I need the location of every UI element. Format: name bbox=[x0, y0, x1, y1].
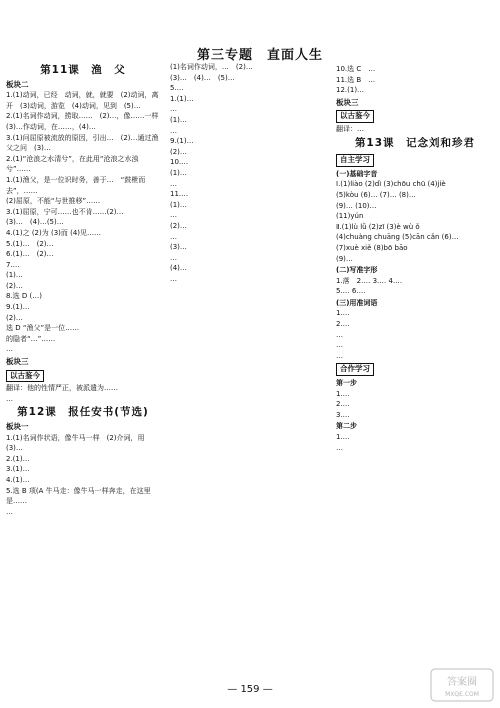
answer-line: (7)xuè xiě (8)bō bāo bbox=[336, 243, 408, 252]
answer-line: 3.(1)… bbox=[6, 465, 30, 474]
answer-line: … bbox=[6, 507, 13, 516]
answer-line: (2)屈原，不能“与世推移”…… bbox=[6, 197, 101, 206]
answer-line: Ⅰ.(1)liào (2)dì (3)chōu chū (4)jiè bbox=[336, 180, 446, 189]
answer-line: … bbox=[170, 105, 177, 114]
answer-line: 10.选 C … bbox=[336, 65, 376, 73]
answer-line: (2)… bbox=[6, 313, 23, 322]
answer-line: … bbox=[6, 394, 13, 403]
answer-line: (11)yún bbox=[336, 212, 364, 221]
answer-line: … bbox=[170, 211, 177, 220]
answer-line: (3)… (4)…(5)… bbox=[6, 218, 64, 227]
answer-line: … bbox=[6, 345, 13, 354]
section-bankuai3: 板块三 bbox=[336, 97, 359, 107]
answer-line: 2.(1)名词作动词，捞取…… (2)…，像……一样 (3)…作动词，在……，(4)… bbox=[6, 112, 166, 131]
answer-line: 11.选 B … bbox=[336, 75, 376, 84]
answer-line: (1)… bbox=[170, 200, 187, 209]
answer-line: 1.(1)渔父，是一位识时务，善于… “鼓枻而去”，…… bbox=[6, 175, 146, 195]
answer-line: (3)… (4)… (5)… bbox=[170, 73, 235, 82]
answer-line: 8.选 D (…) bbox=[6, 292, 42, 301]
subsection-heading: (二)写准字形 bbox=[336, 266, 378, 275]
answer-line: (3)… bbox=[170, 243, 187, 252]
answer-line: 5.… bbox=[170, 84, 184, 93]
answer-line: 3.… bbox=[336, 410, 350, 419]
answer-line: (1)… bbox=[170, 168, 187, 177]
answer-line: (9)… bbox=[336, 254, 353, 263]
column-right bbox=[336, 64, 494, 453]
answer-line: 的隐者“…”…… bbox=[6, 334, 56, 343]
answer-line: 2.… bbox=[336, 320, 350, 329]
answer-line: 1.(1)… bbox=[170, 94, 194, 103]
answer-line: 5.… 6.… bbox=[336, 287, 366, 296]
answer-line: 1.落 2.… 3.… 4.… bbox=[336, 276, 403, 285]
lesson-12-heading: 第12课 报任安书(节选) bbox=[17, 406, 149, 419]
subsection-heading: 第二步 bbox=[336, 422, 357, 431]
answer-line: 2.… bbox=[336, 400, 350, 409]
answer-line: 1.… bbox=[336, 389, 350, 398]
answer-line: 11.… bbox=[170, 190, 189, 199]
answer-line: 6.(1)… (2)… bbox=[6, 250, 54, 259]
section-yiguhanjin: 以古鉴今 bbox=[6, 370, 44, 383]
answer-line: 3.(1)屈原，宁可……也不肯……(2)… bbox=[6, 207, 124, 216]
answer-line: … bbox=[170, 274, 177, 283]
watermark-subtext: MXQE.COM bbox=[445, 691, 479, 698]
answer-line: (1)名词作动词，… (2)… bbox=[170, 63, 253, 71]
answer-line: 2.(1)“沧浪之水清兮”，在此用“沧浪之水浊兮”…… bbox=[6, 154, 139, 174]
answer-line: (2)… bbox=[170, 221, 187, 230]
page-number: — 159 — bbox=[227, 684, 273, 695]
answer-line: 选 D “渔父”是一位…… bbox=[6, 324, 80, 333]
answer-line: (4)chuàng chuāng (5)cān cǎn (6)… bbox=[336, 233, 459, 242]
answer-line: … bbox=[170, 232, 177, 241]
answer-line: … bbox=[336, 351, 343, 360]
section-zizhu: 自主学习 bbox=[336, 154, 374, 167]
answer-line: 7.… bbox=[6, 260, 20, 269]
answer-line: 9.(1)… bbox=[170, 137, 194, 146]
watermark-logo-icon bbox=[430, 668, 494, 702]
lesson-11-heading: 第11课 渔 父 bbox=[40, 64, 126, 76]
answer-line: … bbox=[170, 253, 177, 262]
answer-line: (1)… bbox=[170, 115, 187, 124]
answer-line: … bbox=[170, 126, 177, 135]
answer-line: 5.(1)… (2)… bbox=[6, 239, 54, 248]
answer-line: 5.选 B 项(A 牛马走：像牛马一样奔走，在这里是…… bbox=[6, 486, 151, 506]
section-yiguhanjin: 以古鉴今 bbox=[336, 110, 374, 123]
answer-line: 翻译：他的性情严正，被派遣为…… bbox=[6, 384, 118, 393]
answer-line: 2.(1)… bbox=[6, 454, 30, 463]
section-bankuai3: 板块三 bbox=[6, 357, 29, 367]
answer-line: (2)… bbox=[6, 281, 23, 290]
answer-line: … bbox=[336, 341, 343, 350]
page-title: 第三专题 直面人生 bbox=[196, 48, 323, 63]
answer-line: 1.… bbox=[336, 309, 350, 318]
section-hezuo: 合作学习 bbox=[336, 363, 374, 376]
section-bankuai1: 板块一 bbox=[6, 422, 29, 431]
answer-line: 9.(1)… bbox=[6, 303, 30, 312]
answer-line: 3.(1)问屈原被流放的原因，引出… (2)…通过渔父之问 (3)… bbox=[6, 133, 159, 153]
column-left bbox=[6, 62, 166, 517]
column-middle bbox=[170, 62, 326, 284]
answer-line: 1.(1)名词作状语，像牛马一样 (2)介词，用 (3)… bbox=[6, 433, 152, 453]
answer-line: … bbox=[336, 443, 343, 452]
answer-line: … bbox=[336, 330, 343, 339]
answer-line: 翻译：… bbox=[336, 124, 364, 133]
answer-line: 12.(1)… bbox=[336, 86, 365, 95]
lesson-13-heading: 第13课 记念刘和珍君 bbox=[354, 136, 476, 149]
answer-line: 4.(1)之 (2)为 (3)而 (4)见…… bbox=[6, 228, 102, 237]
answer-line: (4)… bbox=[170, 264, 187, 273]
subsection-heading: 第一步 bbox=[336, 379, 357, 388]
answer-line: Ⅱ.(1)lù lǜ (2)zī (3)è wù ǒ bbox=[336, 222, 420, 231]
answer-line: (2)… bbox=[170, 147, 187, 156]
answer-line: (5)kòu (6)… (7)… (8)… bbox=[336, 190, 416, 199]
answer-line: 4.(1)… bbox=[6, 475, 30, 484]
watermark-text: 答案圈 bbox=[447, 677, 477, 688]
subsection-heading: (一)基础字音 bbox=[336, 169, 378, 178]
answer-line: … bbox=[170, 179, 177, 188]
answer-line: 1.… bbox=[336, 433, 350, 441]
answer-line: (1)… bbox=[6, 271, 23, 280]
section-bankuai2: 板块二 bbox=[6, 79, 29, 89]
answer-line: 1.(1)动词，已经 动词，就，就要 (2)动词，离开 (3)动词，游览 (4)动词，见到 (5)… bbox=[6, 91, 159, 110]
answer-line: (9)… (10)… bbox=[336, 201, 377, 210]
answer-line: 10.… bbox=[170, 158, 189, 167]
subsection-heading: (三)用准词语 bbox=[336, 298, 378, 307]
